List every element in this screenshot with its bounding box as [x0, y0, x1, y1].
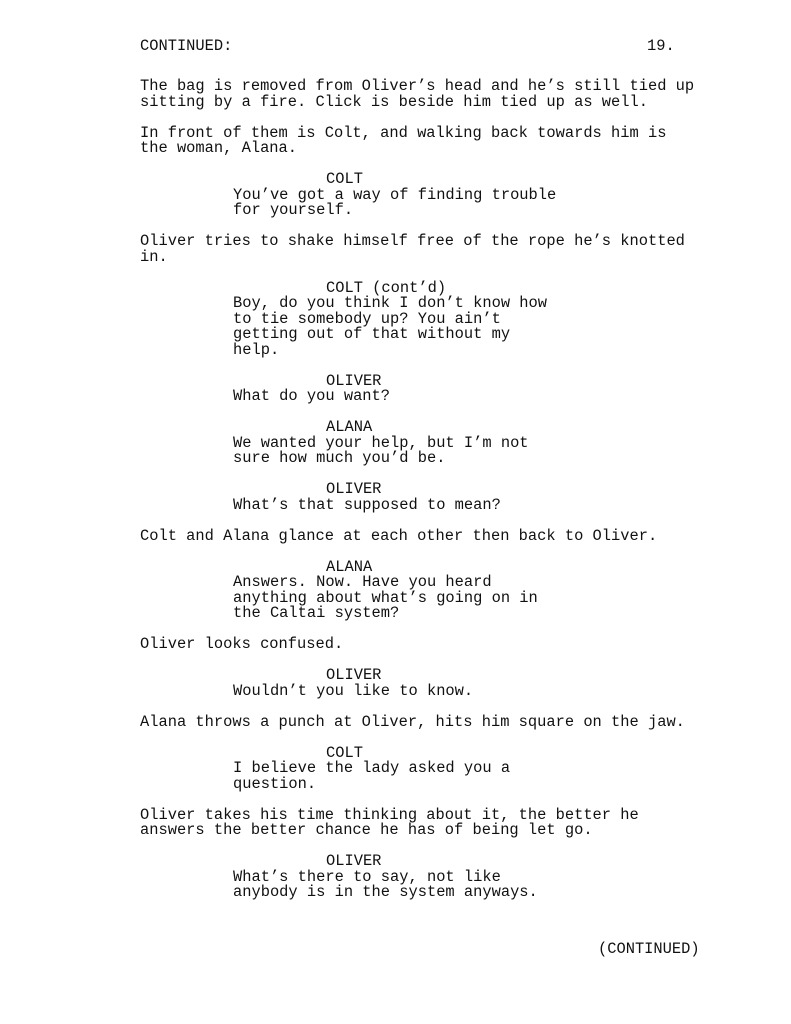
character-line: OLIVER [326, 480, 382, 498]
dialogue-line: What do you want? [233, 387, 391, 405]
dialogue-line: anything about what’s going on in [233, 588, 538, 607]
character-line: ALANA [326, 557, 373, 576]
character-line: COLT [326, 743, 363, 762]
dialogue-line: Boy, do you think I don’t know how [233, 294, 548, 312]
dialogue-line: getting out of that without my [233, 325, 511, 343]
action-line: In front of them is Colt, and walking back towards him is [140, 123, 667, 142]
dialogue-line: What’s there to say, not like [233, 867, 501, 886]
character-line: COLT (cont’d) [326, 278, 447, 297]
dialogue-line: the Caltai system? [233, 604, 400, 622]
dialogue-line: Wouldn’t you like to know. [233, 681, 474, 700]
action-line: in. [140, 247, 168, 266]
character-line: OLIVER [326, 852, 382, 870]
dialogue-line: What’s that supposed to mean? [233, 495, 501, 514]
continued-header: CONTINUED: [140, 37, 233, 55]
page-number: 19. [647, 37, 675, 55]
dialogue-line: for yourself. [233, 201, 354, 219]
dialogue-line: help. [233, 340, 280, 359]
dialogue-line: I believe the lady asked you a [233, 759, 511, 777]
action-line: Oliver tries to shake himself free of the rope he’s knotted [140, 232, 685, 250]
dialogue-line: anybody is in the system anyways. [233, 883, 538, 901]
action-line: Oliver looks confused. [140, 635, 344, 653]
character-line: OLIVER [326, 666, 382, 684]
action-line: sitting by a fire. Click is beside him tied up as well. [140, 92, 648, 111]
character-line: COLT [326, 170, 363, 188]
dialogue-line: Answers. Now. Have you heard [233, 573, 492, 591]
action-line: answers the better chance he has of being let go. [140, 821, 593, 839]
action-line: The bag is removed from Oliver’s head and he’s still tied up [140, 77, 695, 95]
dialogue-line: We wanted your help, but I’m not [233, 433, 529, 452]
dialogue-line: question. [233, 774, 317, 793]
action-line: Colt and Alana glance at each other then back to Oliver. [140, 526, 658, 545]
action-line: Oliver takes his time thinking about it, the better he [140, 805, 639, 824]
action-line: Alana throws a punch at Oliver, hits him square on the jaw. [140, 712, 685, 731]
continued-footer: (CONTINUED) [598, 940, 700, 958]
dialogue-line: to tie somebody up? You ain’t [233, 309, 501, 328]
character-line: OLIVER [326, 371, 382, 390]
character-line: ALANA [326, 418, 373, 436]
action-line: the woman, Alana. [140, 139, 298, 157]
dialogue-line: sure how much you’d be. [233, 449, 446, 467]
dialogue-line: You’ve got a way of finding trouble [233, 185, 557, 204]
